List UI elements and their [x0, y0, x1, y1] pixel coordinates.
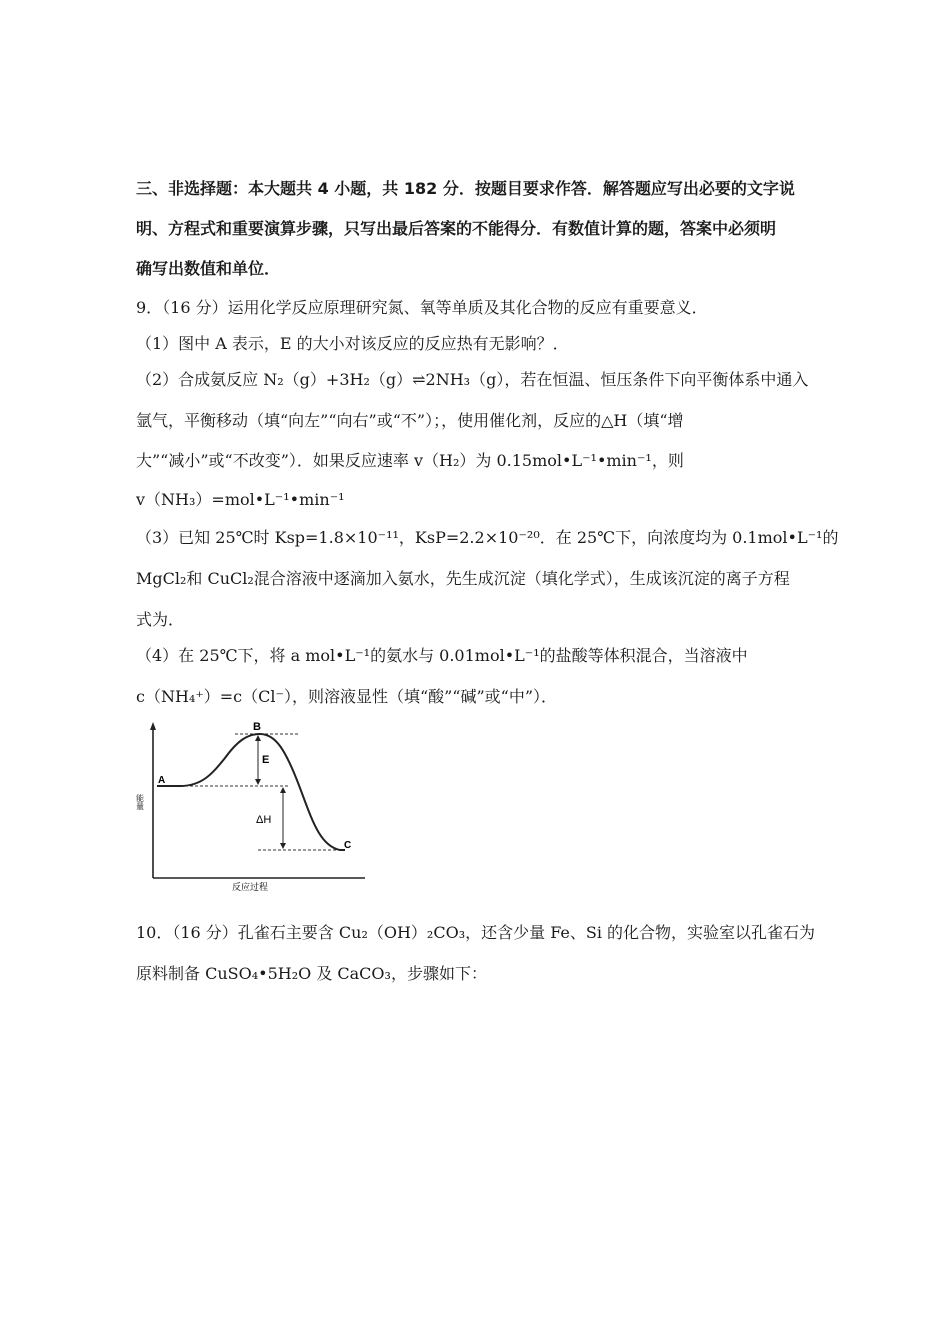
reaction-curve: [157, 734, 345, 850]
question-9-part-3-line-2: MgCl₂和 CuCl₂混合溶液中逐滴加入氨水，先生成沉淀（填化学式），生成该沉淀的离子方程: [136, 569, 790, 588]
enthalpy-arrow-head-down: [280, 843, 286, 849]
label-a: A: [158, 775, 166, 786]
enthalpy-arrow-head-up: [280, 787, 286, 793]
section-heading-line-3: 确写出数值和单位．: [136, 259, 281, 278]
question-10-line-2: 原料制备 CuSO₄•5H₂O 及 CaCO₃，步骤如下：: [136, 964, 487, 983]
question-9-part-2-line-1: （2）合成氨反应 N₂（g）+3H₂（g）⇌2NH₃（g），若在恒温、恒压条件下向平衡体系中通入: [136, 370, 809, 389]
question-10-line-1: 10．（16 分）孔雀石主要含 Cu₂（OH）₂CO₃，还含少量 Fe、Si 的化合物，实验室以孔雀石为: [136, 923, 816, 942]
question-9-part-1: （1）图中 A 表示，E 的大小对该反应的反应热有无影响？．: [136, 334, 569, 353]
question-9-part-4-line-1: （4）在 25℃下，将 a mol•L⁻¹的氨水与 0.01mol•L⁻¹的盐酸等体积混合，当溶液中: [136, 646, 748, 665]
question-9-part-2-line-4: v（NH₃）=mol•L⁻¹•min⁻¹: [136, 490, 345, 509]
label-c: C: [344, 840, 352, 851]
label-b: B: [253, 721, 261, 733]
question-9-stem: 9．（16 分）运用化学反应原理研究氮、氧等单质及其化合物的反应有重要意义．: [136, 298, 708, 317]
y-axis-arrow: [150, 722, 156, 730]
y-axis-label: 能量: [135, 794, 145, 810]
activation-energy-arrow-head-down: [255, 779, 261, 785]
x-axis-label: 反应过程: [232, 883, 269, 893]
question-9-part-2-line-2: 氩气，平衡移动（填“向左”“向右”或“不”）；，使用催化剂，反应的△H（填“增: [136, 411, 684, 430]
section-heading-line-1: 三、非选择题：本大题共 4 小题，共 182 分．按题目要求作答．解答题应写出必要的文字说: [136, 179, 795, 198]
section-heading-line-2: 明、方程式和重要演算步骤，只写出最后答案的不能得分．有数值计算的题，答案中必须明: [136, 219, 777, 238]
label-delta-h: ΔH: [256, 814, 272, 826]
question-9-part-4-line-2: c（NH₄⁺）=c（Cl⁻），则溶液显性（填“酸”“碱”或“中”）．: [136, 687, 558, 706]
activation-energy-arrow-head-up: [255, 735, 261, 741]
question-9-part-2-line-3: 大”“减小”或“不改变”）．如果反应速率 v（H₂）为 0.15mol•L⁻¹•min⁻¹，则: [136, 451, 684, 470]
label-e: E: [262, 754, 270, 766]
energy-profile-diagram: [135, 718, 370, 893]
question-9-part-3-line-3: 式为．: [136, 610, 185, 629]
question-9-part-3-line-1: （3）已知 25℃时 Ksp=1.8×10⁻¹¹，KsP=2.2×10⁻²⁰．在 25℃下，向浓度均为 0.1mol•L⁻¹的: [136, 528, 839, 547]
